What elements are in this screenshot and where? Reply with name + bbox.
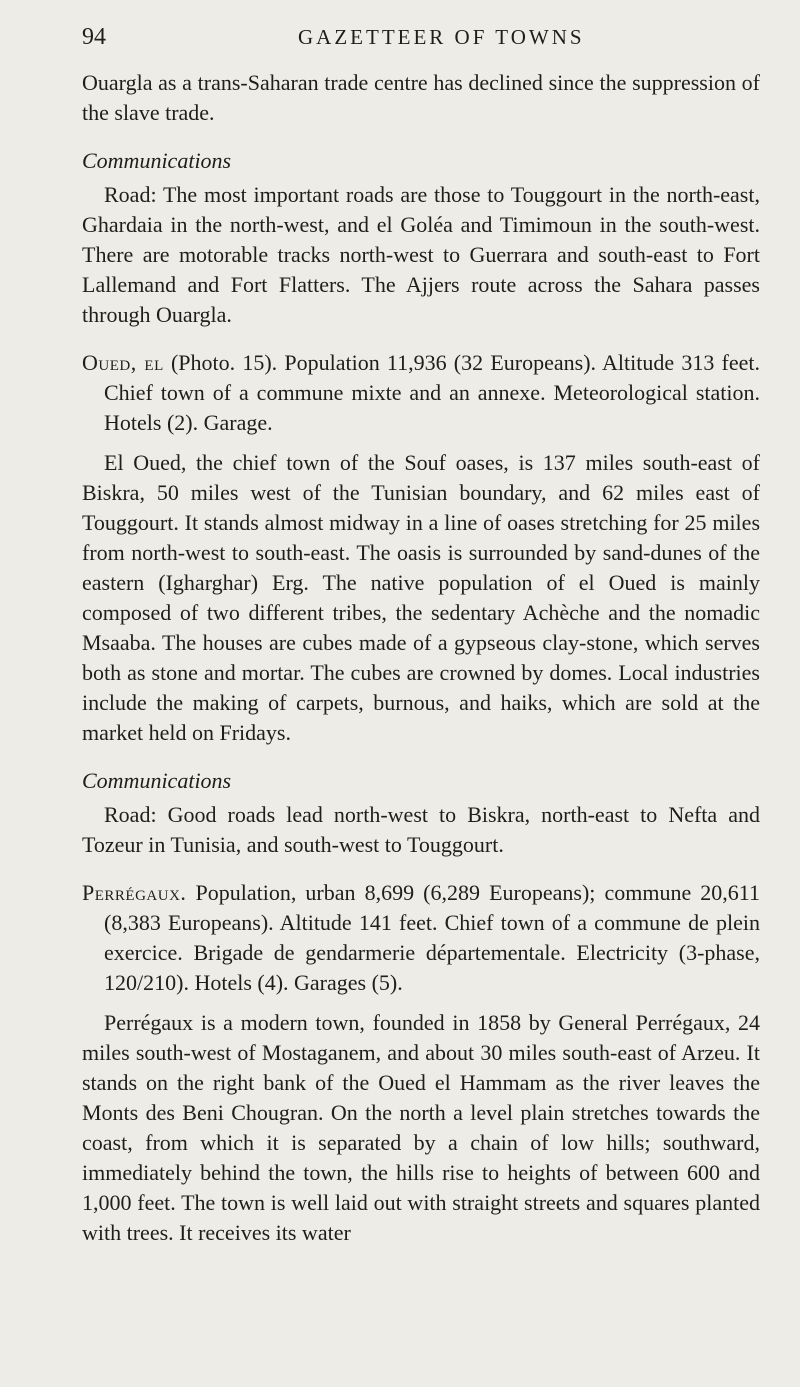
- ouargla-communications-heading: Communications: [82, 148, 232, 173]
- ouargla-closing-paragraph: Ouargla as a trans-Saharan trade centre has declined since the suppression of the slave trade.: [82, 70, 760, 125]
- oued-communications-heading: Communications: [82, 768, 232, 793]
- running-title: GAZETTEER OF TOWNS: [298, 25, 585, 49]
- perregaux-entry: [82, 878, 760, 998]
- oued-description: El Oued, the chief town of the Souf oases, is 137 miles south-east of Biskra, 50 miles west of the Tunisian boundary, and 62 miles east of Touggourt. It stands almost midway in a line of oases stretching for 25 miles from north-west to south-east. The oasis is surrounded by sand-dunes of the eastern (Igharghar) Erg. The native population of el Oued is mainly composed of two different tribes, the sedentary Achèche and the nomadic Msaaba. The houses are cubes made of a gypseous clay-stone, which serves both as stone and mortar. The cubes are crowned by domes. Local industries include the making of carpets, burnous, and haiks, which are sold at the market held on Fridays.: [82, 450, 760, 745]
- oued-entry-name: Oued, el: [82, 350, 164, 375]
- page-number: 94: [82, 24, 106, 50]
- spacer: [82, 330, 760, 348]
- spacer: [82, 998, 760, 1008]
- oued-road-paragraph: Road: Good roads lead north-west to Biskra, north-east to Nefta and Tozeur in Tunisia, and south-west to Touggourt.: [82, 802, 760, 857]
- perregaux-entry-name: Perrégaux.: [82, 880, 187, 905]
- perregaux-entry-facts: Population, urban 8,699 (6,289 Europeans); commune 20,611 (8,383 Europeans). Altitude 141 feet. Chief town of a commune de plein exercice. Brigade de gendarmerie départementale. Electricity (3-phase, 120/210). Hotels (4). Garages (5).: [104, 880, 760, 995]
- spacer: [82, 748, 760, 766]
- spacer: [82, 128, 760, 146]
- spacer: [82, 438, 760, 448]
- oued-entry-facts: (Photo. 15). Population 11,936 (32 Europeans). Altitude 313 feet. Chief town of a commune mixte and an annexe. Meteorological station. Hotels (2). Garage.: [104, 350, 760, 435]
- running-head: [82, 24, 760, 58]
- perregaux-description: Perrégaux is a modern town, founded in 1858 by General Perrégaux, 24 miles south-west of Mostaganem, and about 30 miles south-east of Arzeu. It stands on the right bank of the Oued el Hammam as the river leaves the Monts des Beni Chougran. On the north a level plain stretches towards the coast, from which it is separated by a chain of low hills; southward, immediately behind the town, the hills rise to heights of between 600 and 1,000 feet. The town is well laid out with straight streets and squares planted with trees. It receives its water: [82, 1010, 760, 1245]
- oued-entry: [82, 348, 760, 438]
- spacer: [82, 860, 760, 878]
- ouargla-road-paragraph: Road: The most important roads are those to Touggourt in the north-east, Ghardaia in the north-west, and el Goléa and Timimoun in the south-west. There are motorable tracks north-west to Guerrara and south-east to Fort Lallemand and Fort Flatters. The Ajjers route across the Sahara passes through Ouargla.: [82, 182, 760, 327]
